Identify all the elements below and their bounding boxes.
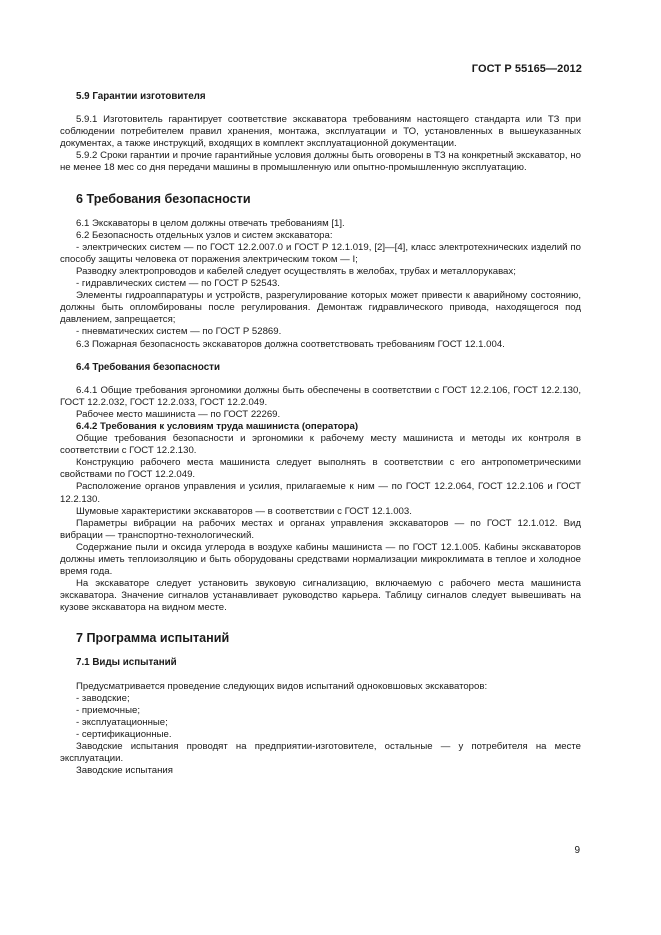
paragraph: Рабочее место машиниста — по ГОСТ 22269. <box>76 408 281 420</box>
paragraph: 6.3 Пожарная безопасность экскаваторов должна соответствовать требованиям ГОСТ 12.1.004. <box>76 338 505 350</box>
list-item: - заводские; <box>76 692 130 704</box>
paragraph: 5.9.2 Сроки гарантии и прочие гарантийные условия должны быть оговорены в ТЗ на конкретный экскаватор, но не менее 18 мес со дня передачи машины в промышленную или опытно-промышленную эксплуатацию. <box>60 150 581 174</box>
page-number: 9 <box>574 845 580 856</box>
paragraph: Расположение органов управления и усилия, прилагаемые к ним — по ГОСТ 12.2.064, ГОСТ 12.2.106 и ГОСТ 12.2.130. <box>60 481 581 505</box>
list-item: - сертификационные. <box>76 728 172 740</box>
list-item: - приемочные; <box>76 704 140 716</box>
section-6-4-title: 6.4 Требования безопасности <box>76 361 220 373</box>
paragraph: Заводские испытания <box>76 765 173 777</box>
section-7-title: 7 Программа испытаний <box>76 631 230 646</box>
section-7-1-title: 7.1 Виды испытаний <box>76 657 177 669</box>
section-5-9-title: 5.9 Гарантии изготовителя <box>76 91 206 102</box>
paragraph: 5.9.1 Изготовитель гарантирует соответствие экскаватора требованиям настоящего стандарта или ТЗ при соблюдении потребителем правил хранения, монтажа, эксплуатации и ТО, установленных в вышеуказанных документах, а также инструкций, входящих в комплект эксплуатационной документации. <box>60 114 581 150</box>
list-item: - эксплуатационные; <box>76 716 168 728</box>
section-6-title: 6 Требования безопасности <box>76 191 251 206</box>
paragraph: Элементы гидроаппаратуры и устройств, разрегулирование которых может привести к аварийному состоянию, должны быть опломбированы после регулирования. Демонтаж гидравлического привода, находящегося под давлением, запрещается; <box>60 290 581 326</box>
paragraph: 6.2 Безопасность отдельных узлов и систем экскаватора: <box>76 229 333 241</box>
paragraph: Конструкцию рабочего места машиниста следует выполнять в соответствии с его антропометрическими свойствами по ГОСТ 12.2.049. <box>60 457 581 481</box>
document-body <box>60 91 581 777</box>
section-6-4-2-title: 6.4.2 Требования к условиям труда машиниста (оператора) <box>76 420 359 432</box>
paragraph: Содержание пыли и оксида углерода в воздухе кабины машиниста — по ГОСТ 12.1.005. Кабины экскаваторов должны иметь теплоизоляцию и быть оборудованы средствами нормализации микроклимата в теплое и холодное время года. <box>60 541 581 578</box>
paragraph: Шумовые характеристики экскаваторов — в соответствии с ГОСТ 12.1.003. <box>76 505 412 517</box>
paragraph: - гидравлических систем — по ГОСТ Р 52543. <box>76 278 280 290</box>
paragraph: Общие требования безопасности и эргономики к рабочему месту машиниста и методы их контроля в соответствии с ГОСТ 12.2.130. <box>60 433 581 457</box>
paragraph: Предусматривается проведение следующих видов испытаний одноковшовых экскаваторов: <box>76 680 488 692</box>
paragraph: 6.1 Экскаваторы в целом должны отвечать требованиям [1]. <box>76 217 345 229</box>
paragraph: Параметры вибрации на рабочих местах и органах управления экскаваторов — по ГОСТ 12.1.012. Вид вибрации — транспортно-технологический. <box>60 517 581 541</box>
paragraph: - пневматических систем — по ГОСТ Р 52869. <box>76 326 282 338</box>
paragraph: - электрических систем — по ГОСТ 12.2.007.0 и ГОСТ Р 12.1.019, [2]—[4], класс электротехнических изделий по способу защиты человека от поражения электрическим током — I; <box>60 241 581 265</box>
paragraph: Разводку электропроводов и кабелей следует осуществлять в желобах, трубах и металлорукавах; <box>76 265 516 277</box>
document-header-code: ГОСТ Р 55165—2012 <box>471 63 582 75</box>
paragraph: На экскаваторе следует установить звуковую сигнализацию, включаемую с рабочего места машиниста экскаватора. Значение сигналов устанавливает руководство карьера. Таблицу сигналов следует вывешивать на кузове экскаватора на видном месте. <box>60 578 581 614</box>
paragraph: 6.4.1 Общие требования эргономики должны быть обеспечены в соответствии с ГОСТ 12.2.106, ГОСТ 12.2.130, ГОСТ 12.2.032, ГОСТ 12.2.033, ГОСТ 12.2.049. <box>60 384 581 408</box>
paragraph: Заводские испытания проводят на предприятии-изготовителе, остальные — у потребителя на месте эксплуатации. <box>60 741 581 765</box>
